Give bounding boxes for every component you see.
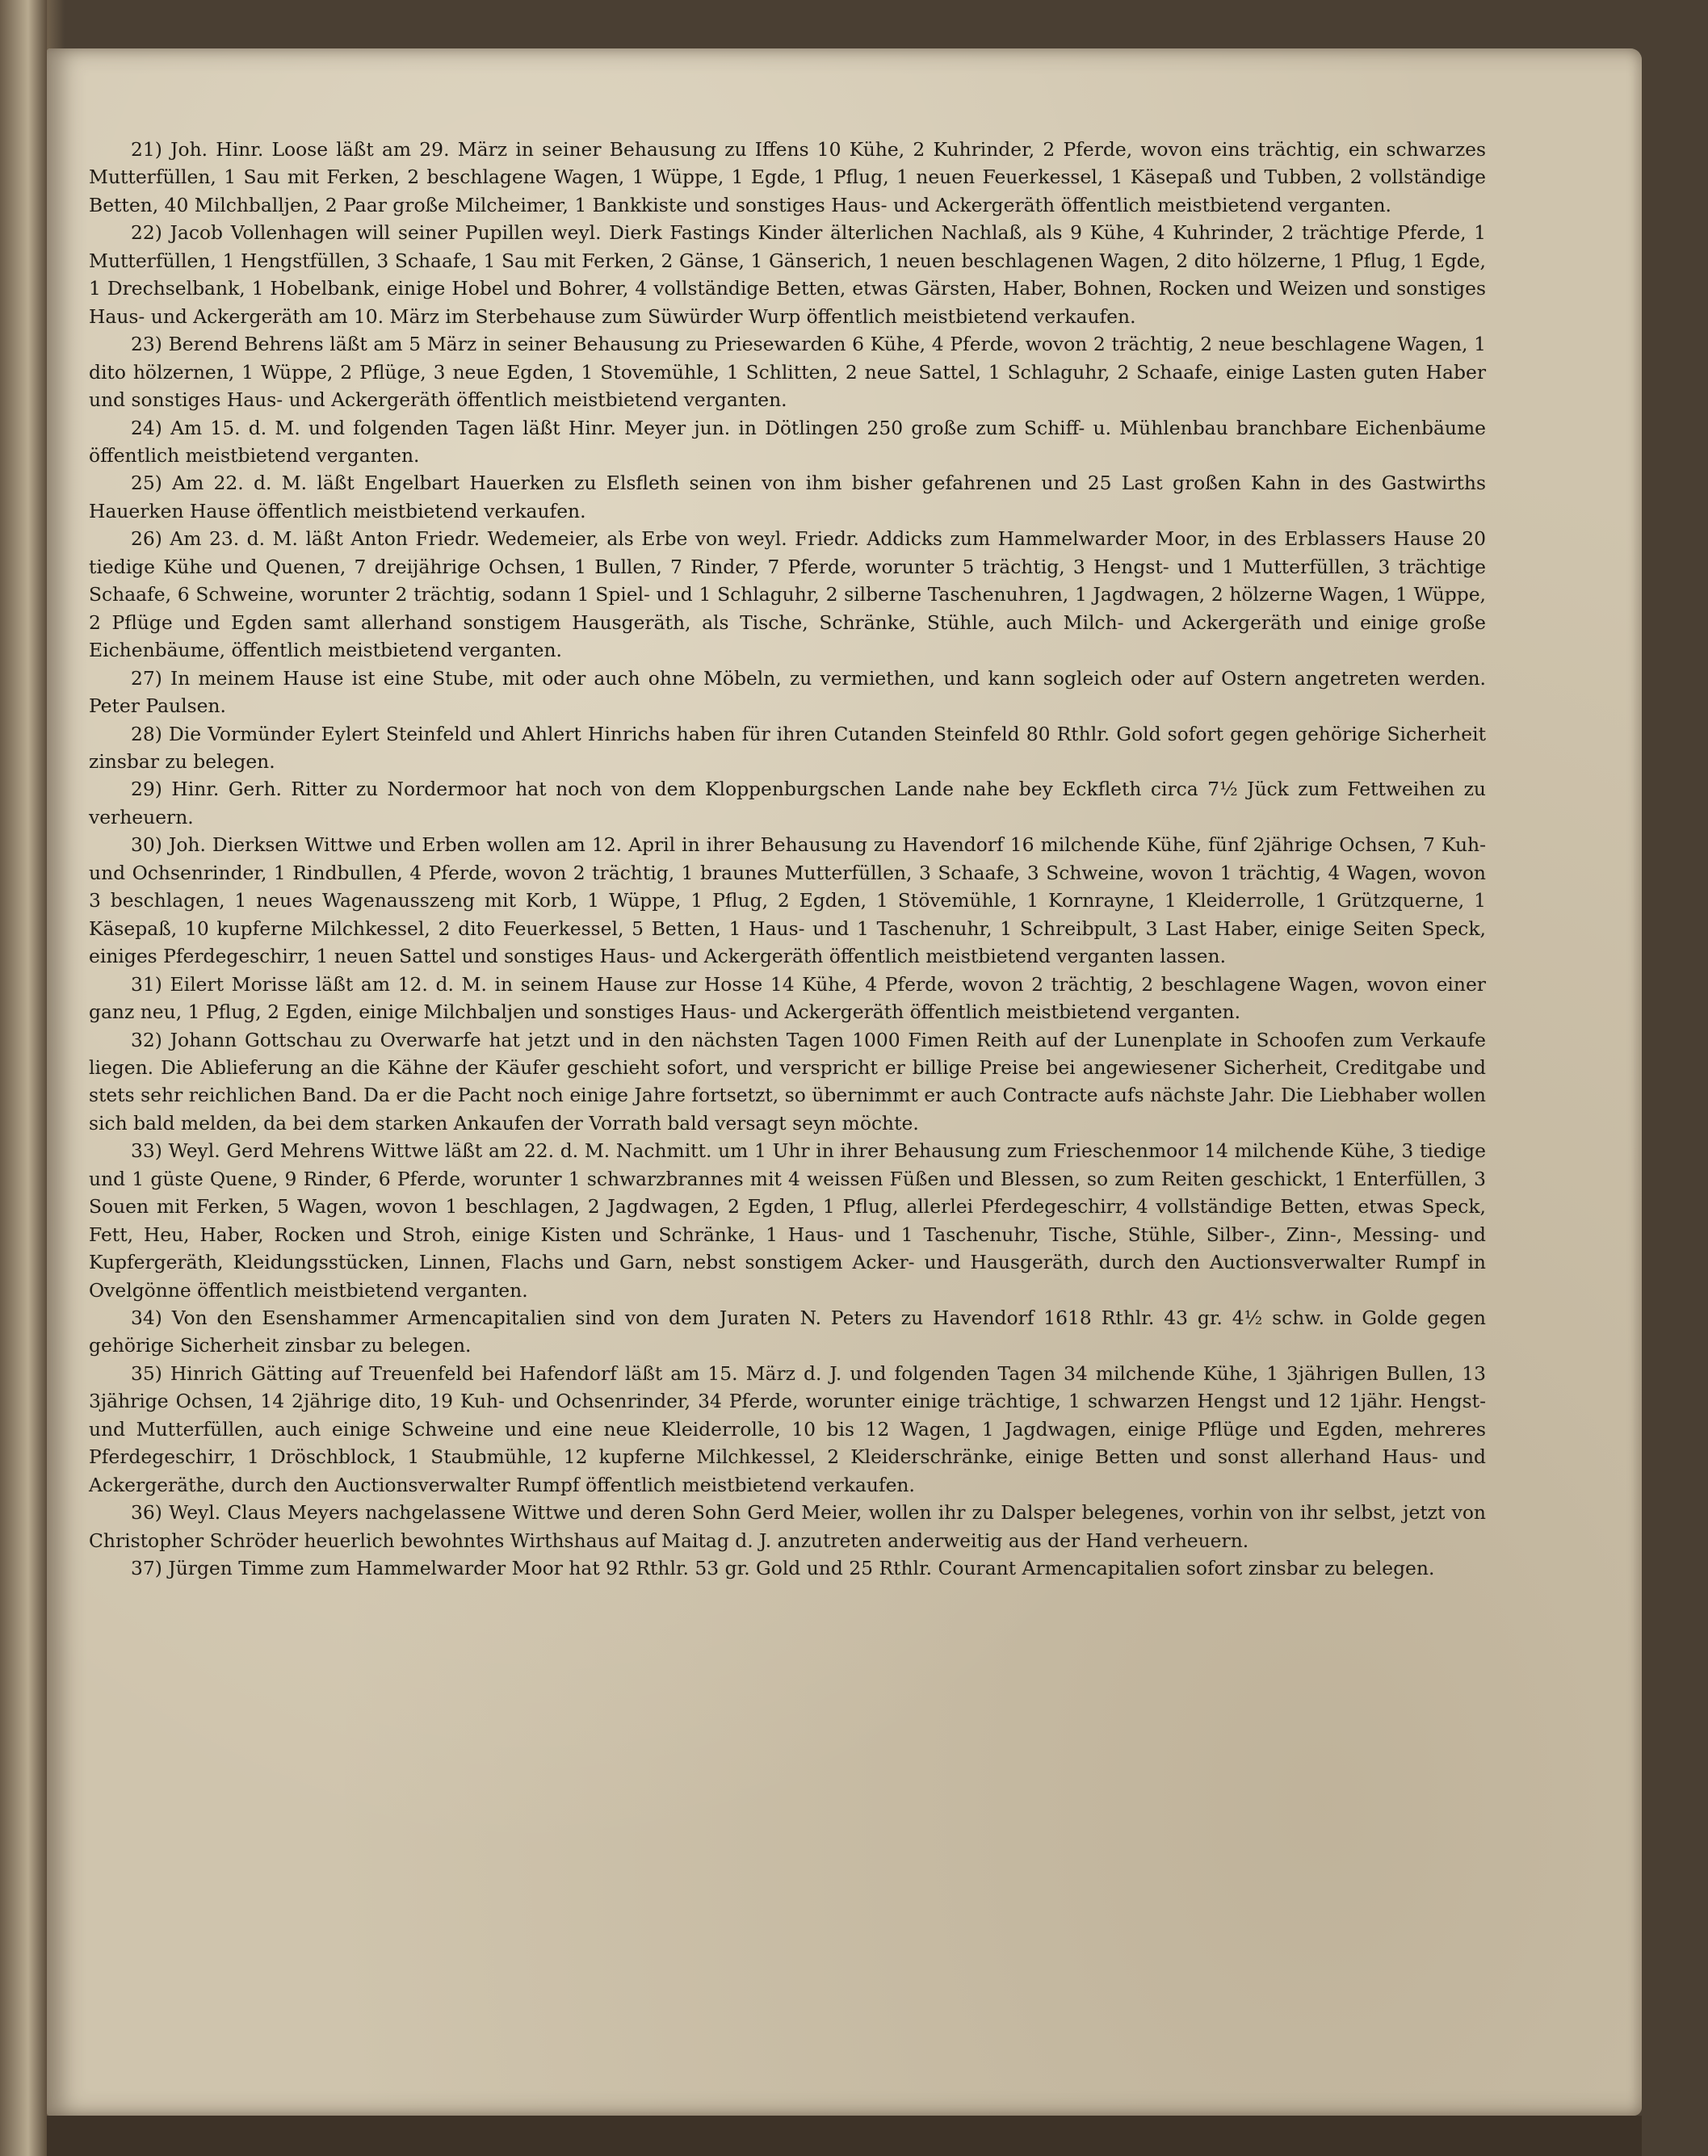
notice-27: 27) In meinem Hause ist eine Stube, mit oder auch ohne Möbeln, zu vermiethen, und kann sogleich oder auf Ostern angetreten werden. Peter Paulsen. — [89, 666, 1486, 718]
scan-bottom-margin — [47, 2116, 1642, 2156]
notice-22: 22) Jacob Vollenhagen will seiner Pupillen weyl. Dierk Fastings Kinder älterlichen Nachlaß, als 9 Kühe, 4 Kuhrinder, 2 trächtige Pferde, 1 Mutterfüllen, 1 Hengstfüllen, 3 Schaafe, 1 Sau mit Ferken, 2 Gänse, 1 Gänserich, 1 neuen beschlagenen Wagen, 2 dito hölzerne, 1 Pflug, 1 Egde, 1 Drechselbank, 1 Hobelbank, einige Hobel und Bohrer, 4 vollständige Betten, etwas Gärsten, Haber, Bohnen, Rocken und Weizen und sonstiges Haus- und Ackergeräth am 10. März im Sterbehause zum Süwürder Wurp öffentlich meistbietend verkaufen. — [89, 221, 1486, 328]
advertisement-text-block — [89, 136, 1486, 1583]
notice-35: 35) Hinrich Gätting auf Treuenfeld bei Hafendorf läßt am 15. März d. J. und folgenden Tagen 34 milchende Kühe, 1 3jährigen Bullen, 13 3jährige Ochsen, 14 2jährige dito, 19 Kuh- und Ochsenrinder, 34 Pferde, worunter einige trächtige, 1 schwarzen Hengst und 12 1jähr. Hengst- und Mutterfüllen, auch einige Schweine und eine neue Kleiderrolle, 10 bis 12 Wagen, 1 Jagdwagen, einige Pflüge und Egden, mehreres Pferdegeschirr, 1 Dröschblock, 1 Staubmühle, 12 kupferne Milchkessel, 2 Kleiderschränke, einige Betten und sonst allerhand Haus- und Ackergeräthe, durch den Auctionsverwalter Rumpf öffentlich meistbietend verkaufen. — [89, 1361, 1486, 1496]
notice-24: 24) Am 15. d. M. und folgenden Tagen läßt Hinr. Meyer jun. in Dötlingen 250 große zum Schiff- u. Mühlenbau branchbare Eichenbäume öffentlich meistbietend verganten. — [89, 416, 1486, 467]
notice-29: 29) Hinr. Gerh. Ritter zu Nordermoor hat noch von dem Kloppenburgschen Lande nahe bey Eckfleth circa 7½ Jück zum Fettweihen zu verheuern. — [89, 778, 1486, 828]
notice-33: 33) Weyl. Gerd Mehrens Wittwe läßt am 22. d. M. Nachmitt. um 1 Uhr in ihrer Behausung zum Frieschenmoor 14 milchende Kühe, 3 tiedige und 1 güste Quene, 9 Rinder, 6 Pferde, worunter 1 schwarzbrannes mit 4 weissen Füßen und Blessen, so zum Reiten geschickt, 1 Enterfüllen, 3 Souen mit Ferken, 5 Wagen, wovon 1 beschlagen, 2 Jagdwagen, 2 Egden, 1 Pflug, allerlei Pferdegeschirr, 4 vollständige Betten, etwas Speck, Fett, Heu, Haber, Rocken und Stroh, einige Kisten und Schränke, 1 Haus- und 1 Taschenuhr, Tische, Stühle, Silber-, Zinn-, Messing- und Kupfergeräth, Kleidungsstücken, Linnen, Flachs und Garn, nebst sonstigem Acker- und Hausgeräth, durch den Auctionsverwalter Rumpf in Ovelgönne öffentlich meistbietend verganten. — [89, 1139, 1486, 1302]
notice-31: 31) Eilert Morisse läßt am 12. d. M. in seinem Hause zur Hosse 14 Kühe, 4 Pferde, wovon 2 trächtig, 2 beschlagene Wagen, wovon einer ganz neu, 1 Pflug, 2 Egden, einige Milchbaljen und sonstiges Haus- und Ackergeräth öffentlich meistbietend verganten. — [89, 972, 1486, 1024]
notice-23: 23) Berend Behrens läßt am 5 März in seiner Behausung zu Priesewarden 6 Kühe, 4 Pferde, wovon 2 trächtig, 2 neue beschlagene Wagen, 1 dito hölzernen, 1 Wüppe, 2 Pflüge, 3 neue Egden, 1 Stovemühle, 1 Schlitten, 2 neue Sattel, 1 Schlaguhr, 2 Schaafe, einige Lasten guten Haber und sonstiges Haus- und Ackergeräth öffentlich meistbietend verganten. — [89, 333, 1486, 412]
notice-32: 32) Johann Gottschau zu Overwarfe hat jetzt und in den nächsten Tagen 1000 Fimen Reith auf der Lunenplate in Schoofen zum Verkaufe liegen. Die Ablieferung an die Kähne der Käufer geschieht sofort, und verspricht er billige Preise bei angewiesener Sicherheit, Creditgabe und stets sehr reichlichen Band. Da er die Pacht noch einige Jahre fortsetzt, so übernimmt er auch Contracte aufs nächste Jahr. Die Liebhaber wollen sich bald melden, da bei dem starken Ankaufen der Vorrath bald versagt seyn möchte. — [89, 1028, 1486, 1135]
notice-28: 28) Die Vormünder Eylert Steinfeld und Ahlert Hinrichs haben für ihren Cutanden Steinfeld 80 Rthlr. Gold sofort gegen gehörige Sicherheit zinsbar zu belegen. — [89, 722, 1486, 773]
notice-36: 36) Weyl. Claus Meyers nachgelassene Wittwe und deren Sohn Gerd Meier, wollen ihr zu Dalsper belegenes, vorhin von ihr selbst, jetzt von Christopher Schröder heuerlich bewohntes Wirthshaus auf Maitag d. J. anzutreten anderweitig aus der Hand verheuern. — [89, 1501, 1486, 1552]
notice-25: 25) Am 22. d. M. läßt Engelbart Hauerken zu Elsfleth seinen von ihm bisher gefahrenen und 25 Last großen Kahn in des Gastwirths Hauerken Hause öffentlich meistbietend verkaufen. — [89, 472, 1486, 522]
notice-37: 37) Jürgen Timme zum Hammelwarder Moor hat 92 Rthlr. 53 gr. Gold und 25 Rthlr. Courant Armencapitalien sofort zinsbar zu belegen. — [131, 1557, 1435, 1580]
notice-26: 26) Am 23. d. M. läßt Anton Friedr. Wedemeier, als Erbe von weyl. Friedr. Addicks zum Hammelwarder Moor, in des Erblassers Hause 20 tiedige Kühe und Quenen, 7 dreijährige Ochsen, 1 Bullen, 7 Rinder, 7 Pferde, worunter 5 trächtig, 3 Hengst- und 1 Mutterfüllen, 3 trächtige Schaafe, 6 Schweine, worunter 2 trächtig, sodann 1 Spiel- und 1 Schlaguhr, 2 silberne Taschenuhren, 1 Jagdwagen, 2 hölzerne Wagen, 1 Wüppe, 2 Pflüge und Egden samt allerhand sonstigem Hausgeräth, als Tische, Schränke, Stühle, auch Milch- und Ackergeräth und einige große Eichenbäume, öffentlich meistbietend verganten. — [89, 527, 1486, 662]
notice-30: 30) Joh. Dierksen Wittwe und Erben wollen am 12. April in ihrer Behausung zu Havendorf 16 milchende Kühe, fünf 2jährige Ochsen, 7 Kuh- und Ochsenrinder, 1 Rindbullen, 4 Pferde, wovon 2 trächtig, 1 braunes Mutterfüllen, 3 Schaafe, 3 Schweine, wovon 1 trächtig, 4 Wagen, wovon 3 beschlagen, 1 neues Wagenausszeng mit Korb, 1 Wüppe, 1 Pflug, 2 Egden, 1 Stövemühle, 1 Kornrayne, 1 Kleiderrolle, 1 Grützquerne, 1 Käsepaß, 10 kupferne Milchkessel, 2 dito Feuerkessel, 5 Betten, 1 Haus- und 1 Taschenuhr, 1 Schreibpult, 3 Last Haber, einige Seiten Speck, einiges Pferdegeschirr, 1 neuen Sattel und sonstiges Haus- und Ackergeräth öffentlich meistbietend verganten lassen. — [89, 833, 1486, 968]
facing-page-edge — [0, 0, 47, 2156]
notice-34: 34) Von den Esenshammer Armencapitalien sind von dem Juraten N. Peters zu Havendorf 1618 Rthlr. 43 gr. 4½ schw. in Golde gegen gehörige Sicherheit zinsbar zu belegen. — [89, 1307, 1486, 1357]
notice-21: 21) Joh. Hinr. Loose läßt am 29. März in seiner Behausung zu Iffens 10 Kühe, 2 Kuhrinder, 2 Pferde, wovon eins trächtig, ein schwarzes Mutterfüllen, 1 Sau mit Ferken, 2 beschlagene Wagen, 1 Wüppe, 1 Egde, 1 Pflug, 1 neuen Feuerkessel, 1 Käsepaß und Tubben, 2 vollständige Betten, 40 Milchballjen, 2 Paar große Milcheimer, 1 Bankkiste und sonstiges Haus- und Ackergeräth öffentlich meistbietend verganten. — [89, 138, 1486, 216]
newspaper-page — [47, 48, 1642, 2116]
